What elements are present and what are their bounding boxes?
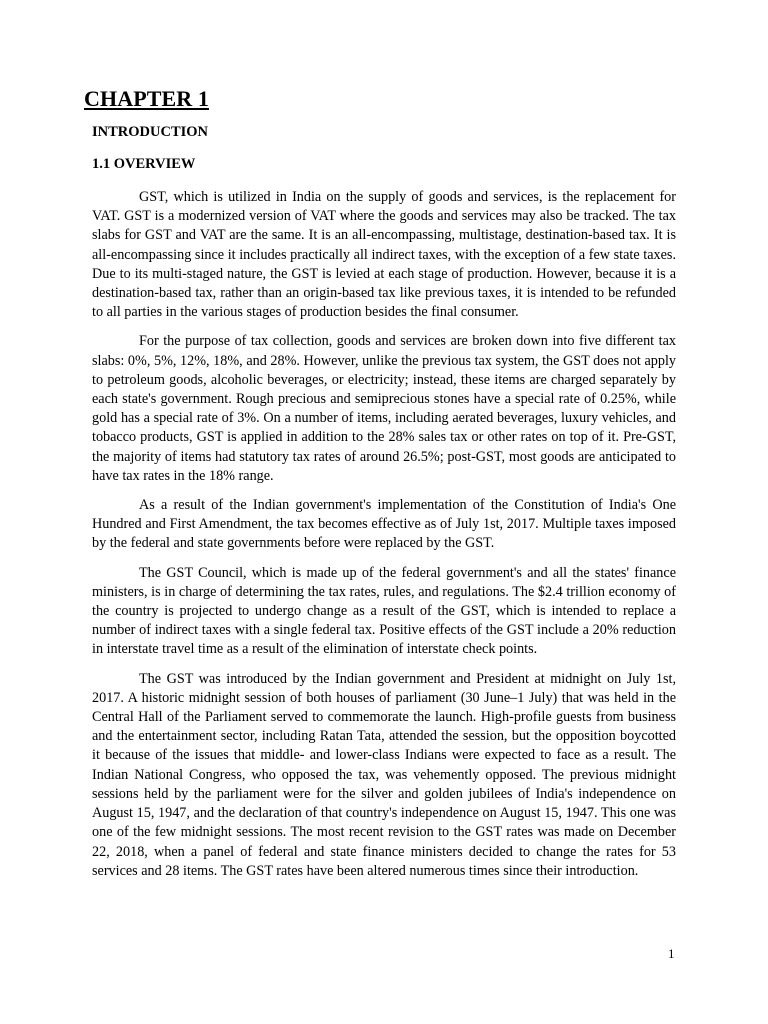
chapter-title: CHAPTER 1 bbox=[84, 86, 209, 111]
section-heading-introduction: INTRODUCTION bbox=[92, 124, 209, 140]
paragraph: For the purpose of tax collection, goods and services are broken down into five different tax slabs: 0%, 5%, 12%, 18%, and 28%. However, unlike the previous tax system, the GST does not apply to petroleum goods, alcoholic beverages, or electricity; instead, these items are charged separately by each state's government. Rough precious and semiprecious stones have a special rate of 0.25%, while gold has a special rate of 3%. On a number of items, including aerated beverages, luxury vehicles, and tobacco products, GST is applied in addition to the 28% sales tax or other rates on top of it. Pre-GST, the majority of items had statutory tax rates of around 26.5%; post-GST, most goods are anticipated to have tax rates in the 18% range. bbox=[92, 333, 676, 484]
paragraph: As a result of the Indian government's implementation of the Constitution of India's One Hundred and First Amendment, the tax becomes effective as of July 1st, 2017. Multiple taxes imposed by the federal and state governments before were replaced by the GST. bbox=[92, 497, 676, 552]
paragraph: GST, which is utilized in India on the supply of goods and services, is the replacement for VAT. GST is a modernized version of VAT where the goods and services may also be tracked. The tax slabs for GST and VAT are the same. It is an all-encompassing, multistage, destination-based tax. It is all-encompassing since it includes practically all indirect taxes, with the exception of a few state taxes. Due to its multi-staged nature, the GST is levied at each stage of production. However, because it is a destination-based tax, rather than an origin-based tax like previous taxes, it is intended to be refunded to all parties in the various stages of production besides the final consumer. bbox=[92, 189, 676, 321]
paragraph: The GST Council, which is made up of the federal government's and all the states' finance ministers, is in charge of determining the tax rates, rules, and regulations. The $2.4 trillion economy of the country is projected to undergo change as a result of the GST, which is intended to replace a number of indirect taxes with a single federal tax. Positive effects of the GST include a 20% reduction in interstate travel time as a result of the elimination of interstate check points. bbox=[92, 564, 676, 658]
subsection-heading-overview: 1.1 OVERVIEW bbox=[92, 156, 196, 172]
paragraph: The GST was introduced by the Indian government and President at midnight on July 1st, 2017. A historic midnight session of both houses of parliament (30 June–1 July) that was held in the Central Hall of the Parliament served to commemorate the launch. High-profile guests from business and the entertainment sector, including Ratan Tata, attended the session, but the opposition boycotted it because of the issues that middle- and lower-class Indians were expected to face as a result. The Indian National Congress, who opposed the tax, was vehemently opposed. The previous midnight sessions held by the parliament were for the silver and golden jubilees of India's independence on August 15, 1947, and the declaration of that country's independence on August 15, 1947. This one was one of the few midnight sessions. The most recent revision to the GST rates was made on December 22, 2018, when a panel of federal and state finance ministers decided to change the rates for 53 services and 28 items. The GST rates have been altered numerous times since their introduction. bbox=[92, 670, 676, 879]
body-text bbox=[92, 188, 676, 891]
page-number: 1 bbox=[668, 946, 675, 961]
